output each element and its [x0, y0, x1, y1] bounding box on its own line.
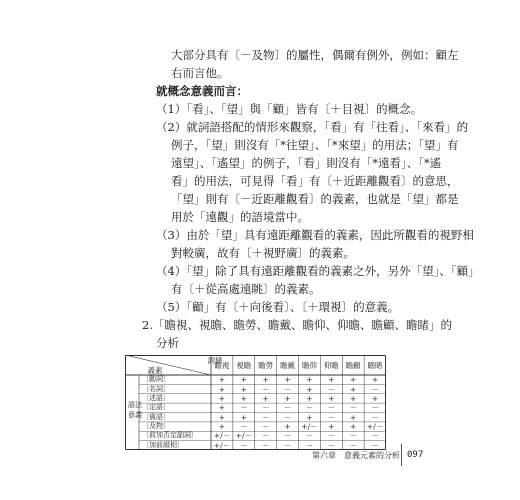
section-heading: 2.「瞻視、視瞻、瞻勞、瞻戴、瞻仰、仰瞻、瞻顧、瞻睹」的 — [142, 318, 452, 332]
table-cell: － — [261, 403, 270, 413]
table-cell: － — [327, 384, 336, 394]
table-cell: － — [283, 431, 292, 441]
table-cell: + — [306, 393, 313, 403]
table-cell: + — [350, 393, 357, 403]
group-label-grammar: 語法 — [128, 401, 142, 409]
table-cell: +/－ — [213, 431, 231, 441]
row-label: 〔動詞〕 — [142, 375, 170, 384]
table-cell: － — [327, 412, 336, 422]
row-label: 〔定語〕 — [142, 403, 170, 412]
column-header: 瞻顧 — [345, 361, 361, 370]
column-header: 瞻睹 — [367, 361, 383, 370]
text-line: 遠望」、「遙望」的例子，「看」則沒有「*遠看」、「*遙 — [171, 156, 442, 170]
table-cell: + — [306, 375, 313, 385]
table-cell: +/－ — [235, 431, 252, 441]
table-cell: + — [218, 375, 226, 385]
table-cell: + — [240, 384, 247, 394]
table-cell: + — [284, 393, 291, 403]
row-label: 〔及物〕 — [142, 422, 170, 431]
page-number: 097 — [407, 450, 424, 460]
footer-divider — [401, 444, 402, 466]
row-label: 〔賓語〕 — [142, 412, 170, 421]
table-cell: － — [261, 422, 270, 432]
table-cell: － — [327, 440, 336, 450]
table-cell: + — [350, 384, 357, 394]
analysis-table — [125, 355, 386, 450]
table-cell: － — [349, 431, 357, 441]
table-cell: － — [283, 384, 292, 394]
table-cell: － — [371, 384, 379, 394]
table-cell: － — [371, 431, 379, 441]
table-cell: － — [305, 431, 314, 441]
table-cell: － — [283, 412, 292, 422]
group-label-meaning: 意義 — [128, 411, 142, 419]
table-cell: + — [284, 422, 291, 432]
table-cell: + — [284, 375, 291, 385]
table-cell: － — [283, 440, 292, 450]
text-line: 對較廣，故有〔＋視野廣〕的義素。 — [171, 246, 355, 260]
table-cell: + — [371, 393, 379, 403]
table-cell: － — [261, 431, 270, 441]
table-cell: － — [305, 440, 314, 450]
text-line: 大部分具有〔－及物〕的屬性，偶爾有例外，例如：顧左 — [171, 48, 459, 62]
text-line: （1）「看」、「望」與「顧」皆有〔＋目視〕的概念。 — [156, 102, 423, 116]
column-header: 瞻勞 — [258, 361, 274, 370]
table-cell: + — [218, 393, 226, 403]
text-line: 例子，「望」則沒有「*往望」、「*來望」的用法；「望」有 — [171, 138, 459, 152]
table-cell: + — [328, 393, 335, 403]
table-cell: + — [218, 422, 226, 432]
section-intro: 就概念意義而言： — [156, 84, 248, 98]
table-cell: － — [349, 440, 357, 450]
table-cell: + — [262, 375, 269, 385]
corner-header-top: 詞條 — [207, 356, 223, 365]
column-header: 瞻戴 — [280, 361, 296, 370]
column-header: 瞻視 — [214, 361, 230, 370]
table-cell: + — [350, 375, 357, 385]
table-cell: + — [371, 375, 379, 385]
table-cell: +/－ — [366, 422, 384, 432]
table-cell: +/－ — [213, 440, 231, 450]
table-cell: + — [350, 412, 357, 422]
table-cell: － — [240, 403, 248, 413]
section-heading-cont: 分析 — [156, 336, 179, 350]
row-label: 〔述語〕 — [142, 393, 170, 402]
table-cell: + — [240, 375, 247, 385]
table-cell: + — [218, 384, 226, 394]
row-label: 〔名詞〕 — [142, 384, 170, 393]
table-cell: + — [306, 384, 313, 394]
corner-header-bottom: 義素 — [147, 366, 163, 375]
table-cell: +/－ — [301, 422, 318, 432]
text-line: （4）「望」除了具有遠距離觀看的義素之外，另外「望」、「顧」 — [156, 264, 480, 278]
table-cell: + — [240, 412, 247, 422]
row-label: 〔加前綴相〕 — [142, 440, 184, 449]
table-cell: － — [261, 384, 270, 394]
column-header: 瞻仰 — [301, 361, 317, 370]
text-line: （2）就詞語搭配的情形來觀察，「看」有「往看」、「來看」的 — [156, 120, 469, 134]
text-line: 看」的用法，可見得「看」有〔＋近距離觀看〕的意思， — [171, 174, 459, 188]
table-cell: + — [306, 412, 313, 422]
text-line: 有〔＋從高處遠眺〕的義素。 — [171, 282, 321, 296]
table-cell: － — [283, 403, 292, 413]
table-cell: － — [371, 403, 379, 413]
table-cell: － — [327, 431, 336, 441]
text-line: 用於「遠觀」的語境當中。 — [171, 210, 309, 224]
row-label: 〔前加否定副詞〕 — [142, 431, 198, 440]
text-line: 「望」則有〔－近距離觀看〕的義素，也就是「望」都是 — [171, 192, 459, 206]
text-line: （3）由於「望」具有遠距離觀看的義素，因此所觀看的視野相 — [156, 228, 474, 242]
table-cell: + — [262, 393, 269, 403]
table-cell: + — [218, 412, 226, 422]
table-cell: － — [240, 440, 248, 450]
table-cell: － — [305, 403, 314, 413]
chapter-footer: 第六章 意義元素的分析 — [312, 451, 400, 460]
table-cell: － — [371, 440, 379, 450]
table-cell: + — [328, 422, 335, 432]
text-line: （5）「顧」有〔＋向後看〕、〔＋環視〕的意義。 — [156, 300, 400, 314]
table-cell: + — [240, 393, 247, 403]
column-header: 仰瞻 — [323, 361, 339, 370]
table-cell: － — [371, 412, 379, 422]
table-cell: － — [349, 403, 357, 413]
table-cell: － — [261, 440, 270, 450]
table-cell: － — [240, 422, 248, 432]
table-cell: － — [261, 412, 270, 422]
text-line: 右而言他。 — [171, 66, 229, 80]
table-cell: － — [327, 403, 336, 413]
table-cell: + — [350, 422, 357, 432]
column-header: 視瞻 — [236, 361, 252, 370]
table-cell: + — [218, 403, 226, 413]
table-cell: + — [328, 375, 335, 385]
